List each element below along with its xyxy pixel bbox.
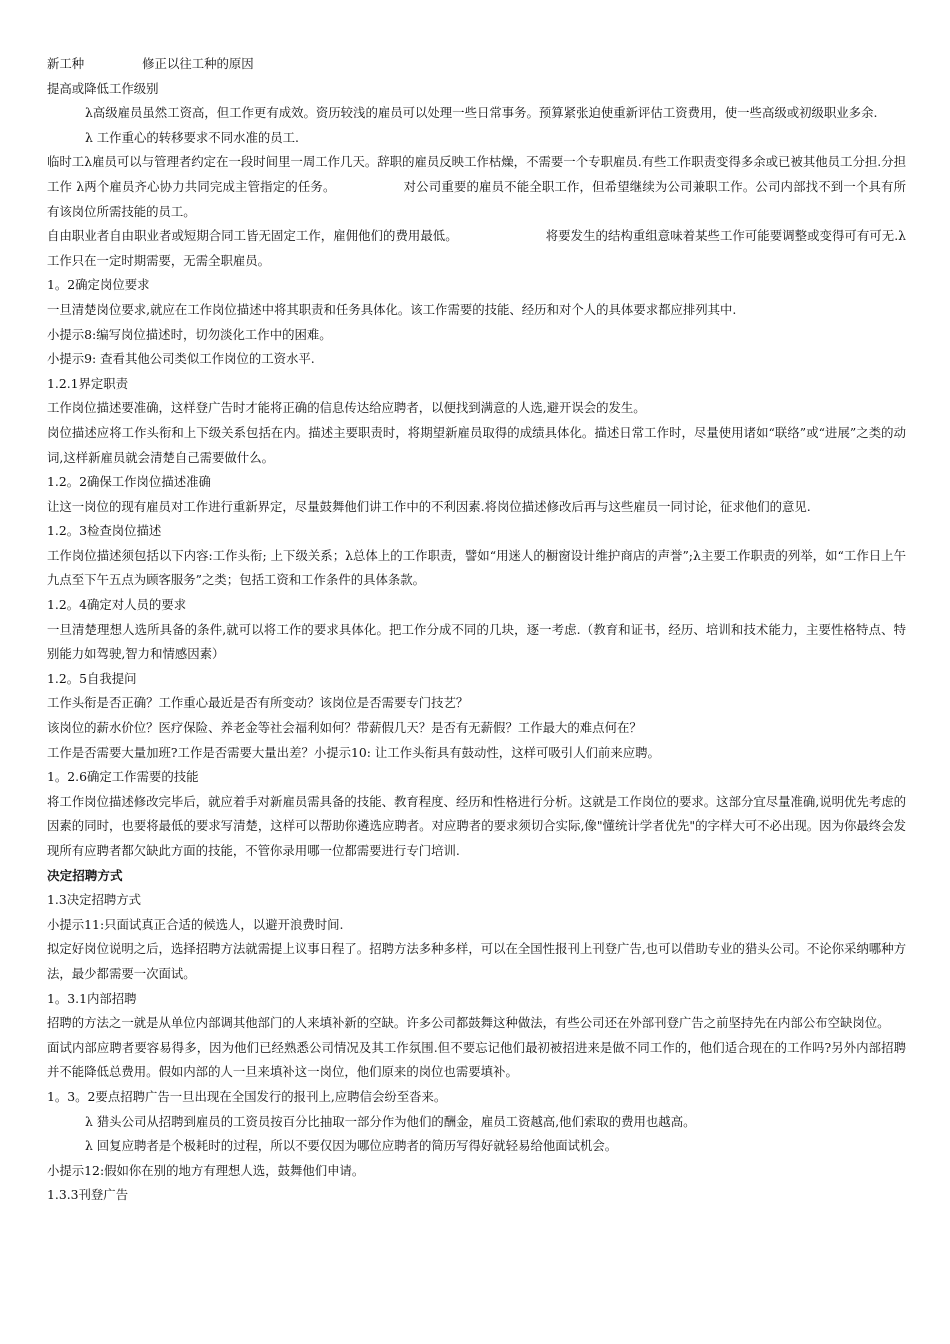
tip-12: 小提示12:假如你在别的地方有理想人选，鼓舞他们申请。 <box>47 1162 365 1178</box>
paragraph-accurate-description: 工作岗位描述要准确，这样登广告时才能将正确的信息传达给应聘者，以便找到满意的人选,避开误会的发生。 <box>47 400 646 416</box>
heading-1-2: 1。2确定岗位要求 <box>47 277 150 293</box>
paragraph-internal-recruitment: 招聘的方法之一就是从单位内部调其他部门的人来填补新的空缺。许多公司都鼓舞这种做法，有些公司还在外部刊登广告之前坚持先在内部公布空缺岗位。 <box>47 1015 890 1031</box>
paragraph-check-description: 工作岗位描述须包括以下内容:工作头衔; 上下级关系；λ总体上的工作职责，譬如“用迷人的橱窗设计维护商店的声誉”;λ主要工作职责的列举，如“工作日上午九点至下午五点为顾客服务”之类；包括工资和工作条件的具体条款。 <box>47 547 906 588</box>
tip-11: 小提示11:只面试真正合适的候选人，以避开浪费时间. <box>47 916 344 932</box>
part-time-text: 对公司重要的雇员不能全职工作，但希望继续为公司兼职工作。公司内部找不到一个具有所有该岗位所需技能的员工。 <box>47 178 907 219</box>
bullet-reply-applicants: λ 回复应聘者是个极耗时的过程，所以不要仅因为哪位应聘者的简历写得好就轻易给他面试机会。 <box>85 1138 618 1154</box>
heading-1-3-1: 1。3.1内部招聘 <box>47 990 137 1006</box>
heading-1-3-2: 1。3。2要点招聘广告一旦出现在全国发行的报刊上,应聘信会纷至沓来。 <box>47 1088 447 1104</box>
line-new-job-heading <box>47 52 906 77</box>
paragraph-choose-method: 拟定好岗位说明之后，选择招聘方法就需提上议事日程了。招聘方法多种多样，可以在全国性报刊上刊登广告,也可以借助专业的猎头公司。不论你采纳哪种方法，最少都需要一次面试。 <box>47 941 906 981</box>
freelancers-text: 自由职业者自由职业者或短期合同工皆无固定工作，雇佣他们的费用最低。 <box>47 228 458 244</box>
line-raise-lower-level: 提高或降低工作级别 <box>47 80 159 96</box>
heading-1-2-1: 1.2.1界定职责 <box>47 375 129 391</box>
paragraph-temp-workers <box>47 150 906 224</box>
heading-1-2-6: 1。2.6确定工作需要的技能 <box>47 769 199 785</box>
question-line-1: 工作头衔是否正确？工作重心最近是否有所变动？该岗位是否需要专门技艺？ <box>47 695 469 711</box>
paragraph-title-relations: 岗位描述应将工作头衔和上下级关系包括在内。描述主要职责时，将期望新雇员取得的成绩具体化。描述日常工作时，尽量使用诸如“联络”或“进展”之类的动词,这样新雇员就会清楚自己需要做什么。 <box>47 424 906 465</box>
paragraph-senior-staff: λ高级雇员虽然工资高，但工作更有成效。资历较浅的雇员可以处理一些日常事务。预算紧张迫使重新评估工资费用，使一些高级或初级职业多余. <box>85 105 878 121</box>
paragraph-skills-analysis: 将工作岗位描述修改完毕后，就应着手对新雇员需具备的技能、教育程度、经历和性格进行分析。这就是工作岗位的要求。这部分宜尽量准确,说明优先考虑的因素的同时，也要将最低的要求写清楚，这样可以帮助你遴选应聘者。对应聘者的要求须切合实际,像"懂统计学者优先"的字样大可不必出现。因为你最终会发现所有应聘者都欠缺此方面的技能，不管你录用哪一位都需要进行专门培训. <box>47 793 907 858</box>
revise-reason-label: 修正以往工种的原因 <box>142 56 254 71</box>
paragraph-freelancers <box>47 224 906 273</box>
paragraph-internal-interview: 面试内部应聘者要容易得多，因为他们已经熟悉公司情况及其工作氛围.但不要忘记他们最初被招进来是做不同工作的，他们适合现在的工作吗?另外内部招聘并不能降低总费用。假如内部的人一旦来填补这一岗位，他们原来的岗位也需要填补。 <box>47 1039 906 1080</box>
heading-1-3: 1.3决定招聘方式 <box>47 892 142 908</box>
heading-1-2-3: 1.2。3检查岗位描述 <box>47 523 162 539</box>
tip-9: 小提示9: 查看其他公司类似工作岗位的工资水平. <box>47 351 315 367</box>
heading-1-2-2: 1.2。2确保工作岗位描述准确 <box>47 474 211 490</box>
paragraph-focus-shift: λ 工作重心的转移要求不同水准的员工. <box>85 129 299 145</box>
heading-1-3-3: 1.3.3刊登广告 <box>47 1187 129 1203</box>
paragraph-personnel-requirements: 一旦清楚理想人选所具备的条件,就可以将工作的要求具体化。把工作分成不同的几块，逐一考虑.（教育和证书，经历、培训和技术能力，主要性格特点、特别能力如驾驶,智力和情感因素） <box>47 621 906 662</box>
question-line-3: 工作是否需要大量加班?工作是否需要大量出差？小提示10: 让工作头衔具有鼓动性，这样可吸引人们前来应聘。 <box>47 744 660 760</box>
question-line-2: 该岗位的薪水价位？医疗保险、养老金等社会福利如何？带薪假几天？是否有无薪假？工作最大的难点何在？ <box>47 720 642 736</box>
temp-workers-text: 临时工λ雇员可以与管理者约定在一段时间里一周工作几天。辞职的雇员反映工作枯燥，不需要一个专职雇员.有些工作职责变得多余或已被其他员工分担.分担工作 λ两个雇员齐心协力共同完成主管指定的任务。 <box>47 154 906 194</box>
paragraph-redefine: 让这一岗位的现有雇员对工作进行重新界定，尽量鼓舞他们讲工作中的不利因素.将岗位描述修改后再与这些雇员一同讨论，征求他们的意见. <box>47 498 811 514</box>
heading-1-2-5: 1.2。5自我提问 <box>47 670 137 686</box>
bullet-headhunter: λ 猎头公司从招聘到雇员的工资员按百分比抽取一部分作为他们的酬金，雇员工资越高,他们索取的费用也越高。 <box>85 1113 696 1129</box>
restructure-text: 将要发生的结构重组意味着某些工作可能要调整或变得可有可无.λ 工作只在一定时期需要，无需全职雇员。 <box>47 228 906 268</box>
paragraph-job-requirements: 一旦清楚岗位要求,就应在工作岗位描述中将其职责和任务具体化。该工作需要的技能、经历和对个人的具体要求都应排列其中. <box>47 301 737 317</box>
new-job-label: 新工种 <box>47 56 85 71</box>
tip-8: 小提示8:编写岗位描述时，切勿淡化工作中的困难。 <box>47 326 332 342</box>
section-title-recruitment-method: 决定招聘方式 <box>47 867 123 883</box>
heading-1-2-4: 1.2。4确定对人员的要求 <box>47 597 187 613</box>
